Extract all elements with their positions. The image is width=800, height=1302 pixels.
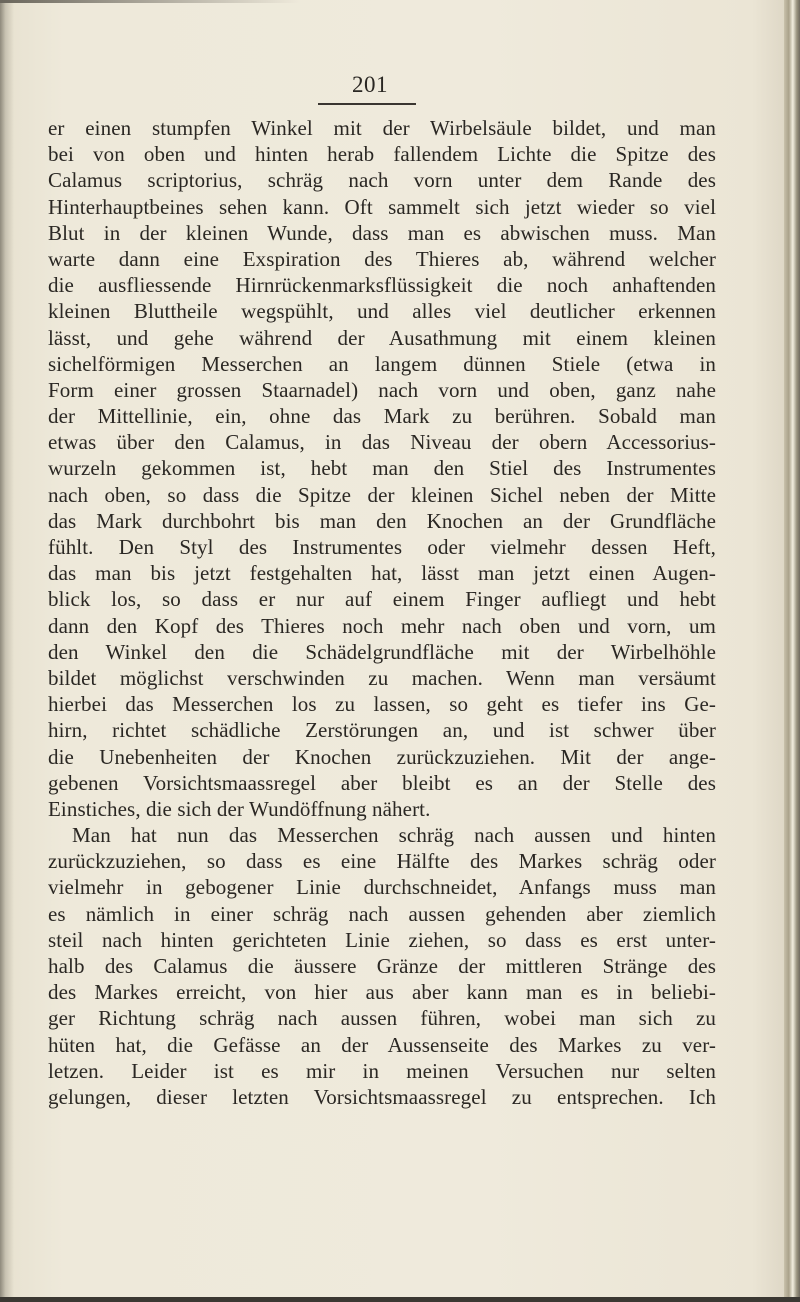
text-line: blick los, so dass er nur auf einem Finger aufliegt und hebt: [48, 587, 716, 612]
scan-bottom-edge: [0, 1297, 800, 1302]
text-line: des Markes erreicht, von hier aus aber kann man es in beliebi-: [48, 980, 716, 1005]
text-line: hirn, richtet schädliche Zerstörungen an, und ist schwer über: [48, 718, 716, 743]
text-line: es nämlich in einer schräg nach aussen gehenden aber ziemlich: [48, 901, 716, 926]
text-line: gebenen Vorsichtsmaassregel aber bleibt es an der Stelle des: [48, 770, 716, 795]
text-line: bildet möglichst verschwinden zu machen. Wenn man versäumt: [48, 665, 716, 690]
paragraph-end-line: Einstiches, die sich der Wundöffnung nähert.: [48, 796, 431, 821]
text-line: vielmehr in gebogener Linie durchschneidet, Anfangs muss man: [48, 875, 716, 900]
text-line: lässt, und gehe während der Ausathmung mit einem kleinen: [48, 325, 716, 350]
page-number: 201: [352, 72, 388, 97]
text-line: dann den Kopf des Thieres noch mehr nach oben und vorn, um: [48, 613, 716, 638]
text-line: Hinterhauptbeines sehen kann. Oft sammelt sich jetzt wieder so viel: [48, 194, 716, 219]
text-line: kleinen Bluttheile wegspühlt, und alles viel deutlicher erkennen: [48, 299, 716, 324]
text-line: sichelförmigen Messerchen an langem dünnen Stiele (etwa in: [48, 351, 716, 376]
text-line: hierbei das Messerchen los zu lassen, so geht es tiefer ins Ge-: [48, 692, 716, 717]
text-line: zurückzuziehen, so dass es eine Hälfte des Markes schräg oder: [48, 849, 716, 874]
scan-left-shadow: [0, 0, 14, 1302]
text-line: hüten hat, die Gefässe an der Aussenseite des Markes zu ver-: [48, 1032, 716, 1057]
text-line: die ausfliessende Hirnrückenmarksflüssigkeit die noch anhaftenden: [48, 273, 716, 298]
text-line: die Unebenheiten der Knochen zurückzuziehen. Mit der ange-: [48, 744, 716, 769]
text-line: wurzeln gekommen ist, hebt man den Stiel des Instrumentes: [48, 456, 716, 481]
text-line: Form einer grossen Staarnadel) nach vorn und oben, ganz nahe: [48, 377, 716, 402]
text-line: etwas über den Calamus, in das Niveau der obern Accessorius-: [48, 430, 716, 455]
text-line: er einen stumpfen Winkel mit der Wirbelsäule bildet, und man: [48, 116, 716, 140]
text-line: bei von oben und hinten herab fallendem Lichte die Spitze des: [48, 142, 716, 167]
text-line: der Mittellinie, ein, ohne das Mark zu berühren. Sobald man: [48, 404, 716, 429]
text-line: steil nach hinten gerichteten Linie ziehen, so dass es erst unter-: [48, 927, 716, 952]
text-line: ger Richtung schräg nach aussen führen, wobei man sich zu: [48, 1006, 716, 1031]
text-line: Calamus scriptorius, schräg nach vorn unter dem Rande des: [48, 168, 716, 193]
header-rule: [318, 103, 416, 105]
paragraph-start-line: Man hat nun das Messerchen schräg nach aussen und hinten: [72, 823, 716, 848]
text-line: halb des Calamus die äussere Gränze der mittleren Stränge des: [48, 954, 716, 978]
body-text: [48, 115, 716, 1110]
text-line: nach oben, so dass die Spitze der kleinen Sichel neben der Mitte: [48, 482, 716, 507]
book-binding-edge: [784, 0, 800, 1302]
text-line: das Mark durchbohrt bis man den Knochen an der Grundfläche: [48, 508, 716, 533]
text-line: den Winkel den die Schädelgrundfläche mit der Wirbelhöhle: [48, 639, 716, 664]
text-line: Blut in der kleinen Wunde, dass man es abwischen muss. Man: [48, 220, 716, 245]
text-line: letzen. Leider ist es mir in meinen Versuchen nur selten: [48, 1058, 716, 1083]
text-line: das man bis jetzt festgehalten hat, lässt man jetzt einen Augen-: [48, 561, 716, 586]
text-line: warte dann eine Exspiration des Thieres ab, während welcher: [48, 246, 716, 271]
text-line: gelungen, dieser letzten Vorsichtsmaassregel zu entsprechen. Ich: [48, 1084, 716, 1109]
scan-top-edge: [0, 0, 300, 3]
text-line: fühlt. Den Styl des Instrumentes oder vielmehr dessen Heft,: [48, 535, 716, 559]
